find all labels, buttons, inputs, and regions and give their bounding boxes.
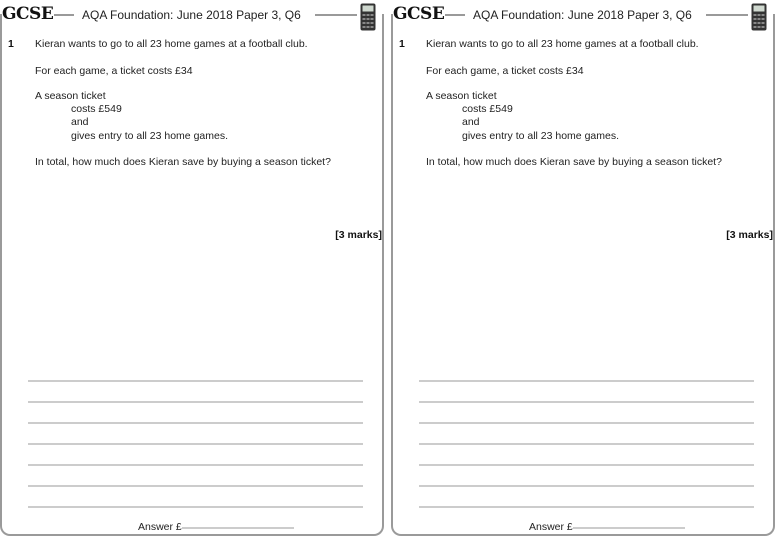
question-line: and	[462, 116, 480, 128]
question-line: Kieran wants to go to all 23 home games at a football club.	[426, 38, 699, 50]
working-line[interactable]	[28, 485, 363, 487]
paper-title: AQA Foundation: June 2018 Paper 3, Q6	[79, 8, 304, 22]
working-line[interactable]	[419, 464, 754, 466]
worksheet-card-left	[0, 0, 386, 538]
answer-line[interactable]	[182, 527, 294, 529]
marks-label: [3 marks]	[335, 229, 382, 241]
working-line[interactable]	[419, 380, 754, 382]
working-line[interactable]	[419, 401, 754, 403]
header-divider	[315, 14, 357, 16]
question-line: For each game, a ticket costs £34	[35, 65, 193, 77]
question-line: costs £549	[71, 103, 122, 115]
worksheet-card-right	[391, 0, 777, 538]
question-prompt: In total, how much does Kieran save by buying a season ticket?	[426, 156, 722, 168]
calculator-icon	[360, 3, 376, 31]
working-line[interactable]	[28, 422, 363, 424]
question-number: 1	[399, 38, 405, 50]
question-line: gives entry to all 23 home games.	[462, 130, 619, 142]
header-divider	[706, 14, 748, 16]
question-line: and	[71, 116, 89, 128]
question-number: 1	[8, 38, 14, 50]
gcse-logo: GCSE	[2, 4, 57, 24]
working-line[interactable]	[28, 506, 363, 508]
question-line: For each game, a ticket costs £34	[426, 65, 584, 77]
answer-label: Answer £	[529, 521, 573, 533]
question-line: A season ticket	[426, 90, 497, 102]
answer-line[interactable]	[573, 527, 685, 529]
paper-title: AQA Foundation: June 2018 Paper 3, Q6	[470, 8, 695, 22]
question-line: A season ticket	[35, 90, 106, 102]
working-line[interactable]	[419, 485, 754, 487]
question-prompt: In total, how much does Kieran save by buying a season ticket?	[35, 156, 331, 168]
marks-label: [3 marks]	[726, 229, 773, 241]
question-line: Kieran wants to go to all 23 home games at a football club.	[35, 38, 308, 50]
working-line[interactable]	[419, 443, 754, 445]
working-line[interactable]	[28, 380, 363, 382]
answer-label: Answer £	[138, 521, 182, 533]
gcse-logo: GCSE	[393, 4, 448, 24]
calculator-icon	[751, 3, 767, 31]
working-line[interactable]	[419, 422, 754, 424]
question-line: gives entry to all 23 home games.	[71, 130, 228, 142]
working-line[interactable]	[419, 506, 754, 508]
question-line: costs £549	[462, 103, 513, 115]
header-divider	[445, 14, 465, 16]
header-divider	[54, 14, 74, 16]
working-line[interactable]	[28, 401, 363, 403]
working-line[interactable]	[28, 464, 363, 466]
working-line[interactable]	[28, 443, 363, 445]
